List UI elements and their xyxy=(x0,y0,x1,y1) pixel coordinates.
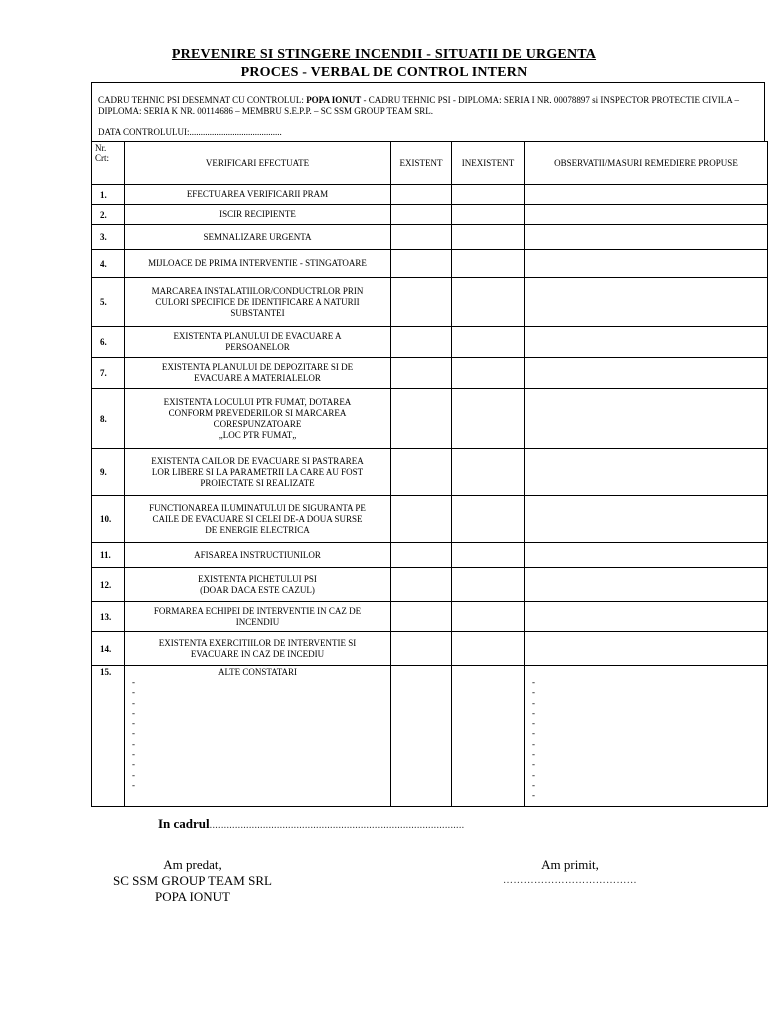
observation-line[interactable]: - xyxy=(532,707,535,718)
observatii-cell[interactable] xyxy=(525,568,768,602)
finding-line[interactable]: - xyxy=(132,749,135,760)
finding-line[interactable]: - xyxy=(132,707,135,718)
existent-cell[interactable] xyxy=(391,278,452,327)
table-row xyxy=(92,327,768,358)
table-row xyxy=(92,449,768,496)
existent-cell[interactable] xyxy=(391,602,452,632)
row-number: 6. xyxy=(92,327,125,358)
observation-line[interactable]: - xyxy=(532,790,535,801)
row-number: 4. xyxy=(92,250,125,278)
handed-over-name: POPA IONUT xyxy=(154,889,230,904)
table-row xyxy=(92,225,768,250)
inexistent-cell[interactable] xyxy=(452,327,525,358)
verification-description xyxy=(125,205,391,225)
finding-line[interactable]: - xyxy=(132,779,135,790)
observation-line[interactable]: - xyxy=(532,759,535,770)
inspector-details xyxy=(98,95,758,117)
row-number: 1. xyxy=(92,185,125,205)
row-number: 2. xyxy=(92,205,125,225)
table-row xyxy=(92,602,768,632)
observation-line[interactable]: - xyxy=(532,769,535,780)
description-line: EVACUARE IN CAZ DE INCEDIU xyxy=(190,648,325,659)
description-line: MIJLOACE DE PRIMA INTERVENTIE - STINGATOARE xyxy=(148,258,367,268)
inspector-prefix: CADRU TEHNIC PSI DESEMNAT CU CONTROLUL: xyxy=(98,95,307,105)
inexistent-cell[interactable] xyxy=(452,666,525,807)
description-line: „LOC PTR FUMAT„ xyxy=(218,429,297,440)
existent-cell[interactable] xyxy=(391,632,452,666)
observation-line[interactable]: - xyxy=(532,677,535,687)
existent-cell[interactable] xyxy=(391,666,452,807)
description-line: CONFORM PREVEDERILOR SI MARCAREA xyxy=(168,407,347,418)
row-number: 10. xyxy=(92,496,125,543)
control-date xyxy=(98,127,758,138)
row-number: 3. xyxy=(92,225,125,250)
observation-line[interactable]: - xyxy=(532,738,535,749)
observatii-cell[interactable] xyxy=(525,205,768,225)
verification-description xyxy=(125,496,391,543)
observatii-cell[interactable] xyxy=(525,496,768,543)
description-line: CAILE DE EVACUARE SI CELEI DE-A DOUA SURSE xyxy=(152,513,363,524)
table-row-other-findings xyxy=(92,666,768,807)
table-row xyxy=(92,568,768,602)
other-findings-cell[interactable] xyxy=(125,666,391,807)
received-title: Am primit, xyxy=(541,857,599,872)
document-subtitle: PROCES - VERBAL DE CONTROL INTERN xyxy=(240,65,528,80)
handed-over-title: Am predat, xyxy=(163,857,222,872)
existent-cell[interactable] xyxy=(391,185,452,205)
finding-line[interactable]: - xyxy=(132,738,135,749)
observatii-cell[interactable] xyxy=(525,225,768,250)
in-cadrul-field[interactable]: ........................................................................................... xyxy=(209,820,465,831)
received-name-field[interactable]: ………………………………… xyxy=(503,875,637,886)
description-line: SEMNALIZARE URGENTA xyxy=(203,231,312,242)
description-line: PERSOANELOR xyxy=(225,342,290,352)
description-line: EXISTENTA CAILOR DE EVACUARE SI PASTRAREA xyxy=(151,455,364,466)
observatii-cell[interactable] xyxy=(525,666,768,807)
row-number: 7. xyxy=(92,358,125,389)
inexistent-cell[interactable] xyxy=(452,185,525,205)
inspector-suffix: - CADRU TEHNIC PSI - DIPLOMA: SERIA I NR. 00078897 si INSPECTOR PROTECTIE CIVILA – DIPLOMA: SERIA K NR. 00114686 – MEMBRU S.E.P.P. – SC SSM GROUP TEAM SRL. xyxy=(98,95,739,116)
other-findings-title: ALTE CONSTATARI xyxy=(218,667,297,677)
observatii-cell[interactable] xyxy=(525,449,768,496)
control-date-field[interactable]: ......................................... xyxy=(189,127,282,137)
inexistent-cell[interactable] xyxy=(452,602,525,632)
finding-line[interactable]: - xyxy=(132,759,135,770)
inexistent-cell[interactable] xyxy=(452,389,525,449)
table-header-row xyxy=(92,142,768,185)
finding-line[interactable]: - xyxy=(132,677,135,687)
table-row xyxy=(92,632,768,666)
row-number: 13. xyxy=(92,602,125,632)
verification-description xyxy=(125,358,391,389)
observation-line[interactable]: - xyxy=(532,697,535,708)
inexistent-cell[interactable] xyxy=(452,543,525,568)
inexistent-cell[interactable] xyxy=(452,568,525,602)
existent-cell[interactable] xyxy=(391,225,452,250)
existent-cell[interactable] xyxy=(391,496,452,543)
verification-description xyxy=(125,185,391,205)
verification-table xyxy=(91,141,768,807)
description-line: ISCIR RECIPIENTE xyxy=(219,209,296,219)
received-signature xyxy=(470,857,670,889)
verification-description xyxy=(125,250,391,278)
verification-description xyxy=(125,632,391,666)
row-number: 14. xyxy=(92,632,125,666)
existent-cell[interactable] xyxy=(391,205,452,225)
header-existent: EXISTENT xyxy=(391,142,452,185)
existent-cell[interactable] xyxy=(391,389,452,449)
document-title: PREVENIRE SI STINGERE INCENDII - SITUATII DE URGENTA xyxy=(171,47,597,62)
row-number: 15. xyxy=(92,666,125,807)
inspector-name: POPA IONUT xyxy=(306,95,362,105)
description-line: AFISAREA INSTRUCTIUNILOR xyxy=(194,549,321,560)
description-line: DE ENERGIE ELECTRICA xyxy=(205,524,310,535)
row-number: 8. xyxy=(92,389,125,449)
inexistent-cell[interactable] xyxy=(452,225,525,250)
existent-cell[interactable] xyxy=(391,250,452,278)
observatii-cell[interactable] xyxy=(525,389,768,449)
observation-line[interactable]: - xyxy=(532,779,535,790)
existent-cell[interactable] xyxy=(391,327,452,358)
observatii-cell[interactable] xyxy=(525,602,768,632)
verification-description xyxy=(125,389,391,449)
description-line: (DOAR DACA ESTE CAZUL) xyxy=(200,584,315,595)
observatii-cell[interactable] xyxy=(525,327,768,358)
other-findings-list xyxy=(128,677,387,790)
row-number: 11. xyxy=(92,543,125,568)
description-line: EXISTENTA PICHETULUI PSI xyxy=(198,573,317,584)
row-number: 9. xyxy=(92,449,125,496)
table-row xyxy=(92,389,768,449)
description-line: FORMAREA ECHIPEI DE INTERVENTIE IN CAZ DE xyxy=(153,605,362,616)
handed-over-signature xyxy=(90,857,295,905)
header-inexistent: INEXISTENT xyxy=(452,142,525,185)
control-date-label: DATA CONTROLULUI: xyxy=(98,127,190,137)
verification-description xyxy=(125,568,391,602)
table-row xyxy=(92,185,768,205)
header-observatii: OBSERVATII/MASURI REMEDIERE PROPUSE xyxy=(525,142,768,185)
header-verificari: VERIFICARI EFECTUATE xyxy=(125,142,391,185)
table-row xyxy=(92,496,768,543)
description-line: LOR LIBERE SI LA PARAMETRII LA CARE AU FOST xyxy=(151,466,364,477)
description-line: PROIECTATE SI REALIZATE xyxy=(200,477,315,488)
observatii-cell[interactable] xyxy=(525,185,768,205)
verification-description xyxy=(125,327,391,358)
inexistent-cell[interactable] xyxy=(452,632,525,666)
observatii-list xyxy=(528,667,764,801)
existent-cell[interactable] xyxy=(391,449,452,496)
description-line: EXISTENTA PLANULUI DE EVACUARE A xyxy=(173,331,342,341)
handed-over-company: SC SSM GROUP TEAM SRL xyxy=(113,873,272,888)
inexistent-cell[interactable] xyxy=(452,449,525,496)
existent-cell[interactable] xyxy=(391,543,452,568)
verification-description xyxy=(125,278,391,327)
description-line: EXISTENTA LOCULUI PTR FUMAT, DOTAREA xyxy=(163,396,352,407)
description-line: EXISTENTA EXERCITIILOR DE INTERVENTIE SI xyxy=(158,637,357,648)
observation-line[interactable]: - xyxy=(532,687,535,698)
observation-line[interactable]: - xyxy=(532,718,535,729)
finding-line[interactable]: - xyxy=(132,687,135,698)
inexistent-cell[interactable] xyxy=(452,250,525,278)
verification-description xyxy=(125,449,391,496)
observatii-cell[interactable] xyxy=(525,358,768,389)
inspector-info xyxy=(91,82,765,141)
finding-line[interactable]: - xyxy=(132,769,135,780)
in-cadrul-label: In cadrul xyxy=(158,816,210,831)
observation-line[interactable]: - xyxy=(532,728,535,739)
description-line: SUBSTANTEI xyxy=(230,307,285,318)
description-line: CULORI SPECIFICE DE IDENTIFICARE A NATURII xyxy=(155,296,360,307)
description-line: CORESPUNZATOARE xyxy=(213,418,302,429)
inexistent-cell[interactable] xyxy=(452,205,525,225)
observatii-cell[interactable] xyxy=(525,278,768,327)
table-row xyxy=(92,358,768,389)
inexistent-cell[interactable] xyxy=(452,358,525,389)
existent-cell[interactable] xyxy=(391,358,452,389)
existent-cell[interactable] xyxy=(391,568,452,602)
table-row xyxy=(92,250,768,278)
table-row xyxy=(92,278,768,327)
description-line: EXISTENTA PLANULUI DE DEPOZITARE SI DE xyxy=(161,362,354,372)
row-number: 5. xyxy=(92,278,125,327)
description-line: INCENDIU xyxy=(235,616,280,627)
observatii-cell[interactable] xyxy=(525,250,768,278)
observatii-cell[interactable] xyxy=(525,632,768,666)
table-row xyxy=(92,543,768,568)
observation-line[interactable]: - xyxy=(532,749,535,760)
observatii-cell[interactable] xyxy=(525,543,768,568)
finding-line[interactable]: - xyxy=(132,697,135,708)
description-line: MARCAREA INSTALATIILOR/CONDUCTRLOR PRIN xyxy=(151,285,364,296)
inexistent-cell[interactable] xyxy=(452,278,525,327)
verification-description xyxy=(125,543,391,568)
description-line: EVACUARE A MATERIALELOR xyxy=(194,373,321,383)
description-line: EFECTUAREA VERIFICARII PRAM xyxy=(186,189,329,199)
table-row xyxy=(92,205,768,225)
verification-description xyxy=(125,602,391,632)
verification-description xyxy=(125,225,391,250)
finding-line[interactable]: - xyxy=(132,718,135,729)
row-number: 12. xyxy=(92,568,125,602)
header-nr: Nr. Crt: xyxy=(92,142,125,185)
in-cadrul-line xyxy=(158,816,464,832)
description-line: FUNCTIONAREA ILUMINATULUI DE SIGURANTA PE xyxy=(149,502,366,513)
finding-line[interactable]: - xyxy=(132,728,135,739)
inexistent-cell[interactable] xyxy=(452,496,525,543)
